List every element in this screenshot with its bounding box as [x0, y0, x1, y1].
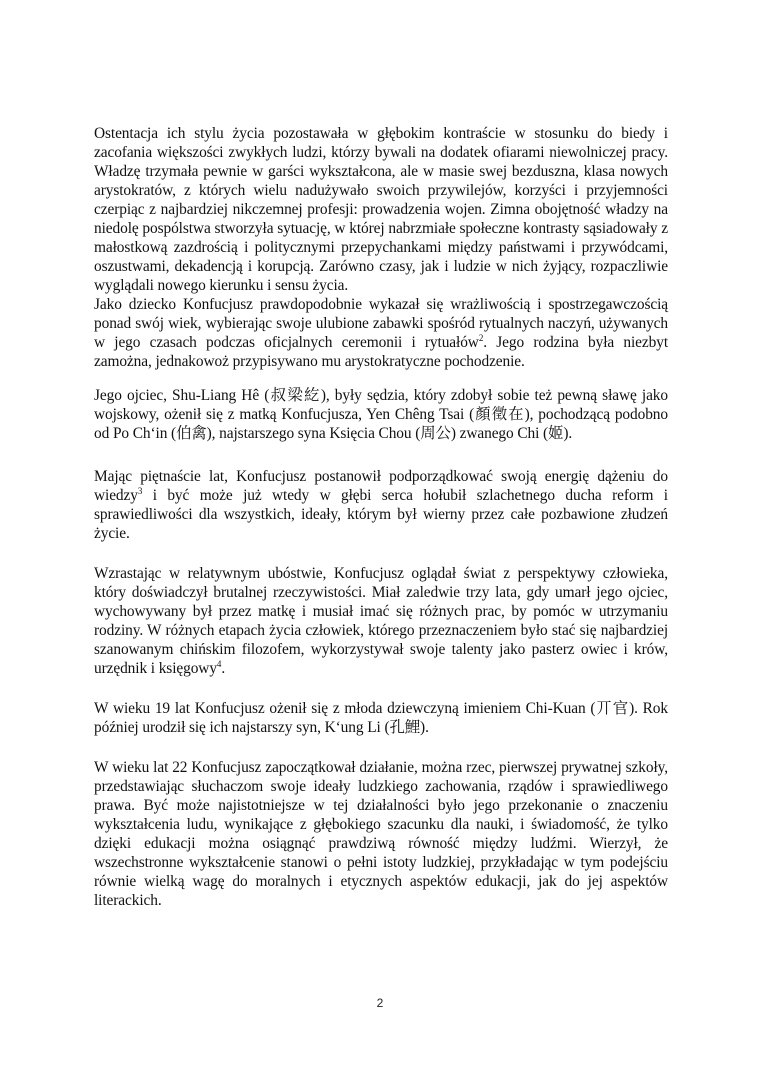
paragraph-childhood-text-after: . Jego rodzina była niezbyt zamożna, jednakowoż przypisywano mu arystokratyczne pochodzenie.	[94, 334, 668, 370]
paragraph-age-fifteen	[94, 467, 668, 543]
paragraph-school: W wieku lat 22 Konfucjusz zapoczątkował działanie, można rzec, pierwszej prywatnej szkoły, przedstawiając słuchaczom swoje ideały ludzkiego zachowania, rządów i sprawiedliwego prawa. Być może najistotniejsze w tej działalności było jego przekonanie o znaczeniu wykształcenia ludu, wynikające z głębokiego szacunku dla nauki, i świadomość, że tylko dzięki edukacji można osiągnąć prawdziwą równość między ludźmi. Wierzył, że wszechstronne wykształcenie stanowi o pełni istoty ludzkiej, przykładając w tym podejściu równie wielką wagę do moralnych i etycznych aspektów edukacji, jak do jej aspektów literackich.	[94, 759, 668, 909]
paragraph-father: Jego ojciec, Shu-Liang Hê (叔梁紇), były sędzia, który zdobył sobie też pewną sławę jako wojskowy, ożenił się z matką Konfucjusza, Yen Chêng Tsai (顏徵在), pochodzącą podobno od Po Ch‘in (伯禽), najstarszego syna Księcia Chou (周公) zwanego Chi (姬).	[94, 387, 668, 442]
paragraph-poverty-text-after: .	[221, 660, 226, 677]
paragraph-age-fifteen-text-after: i być może już wtedy w głębi serca hołubił szlachetnego ducha reform i sprawiedliwości dla wszystkich, ideały, którym był wierny przez całe pozbawione złudzeń życie.	[94, 487, 668, 542]
paragraph-poverty	[94, 564, 668, 678]
paragraph-age-fifteen-text: Mając piętnaście lat, Konfucjusz postanowił podporządkować swoją energię dążeniu do wiedzy	[94, 468, 668, 504]
paragraph-childhood-text: Jako dziecko Konfucjusz prawdopodobnie wykazał się wrażliwością i spostrzegawczością ponad swój wiek, wybierając swoje ulubione zabawki spośród rytualnych naczyń, używanych w jego czasach podczas oficjalnych ceremonii i rytuałów	[94, 296, 668, 351]
page-number: 2	[376, 996, 384, 1010]
body-text	[94, 124, 668, 910]
footnote-ref-4[interactable]: 4	[216, 658, 222, 669]
footnote-ref-2[interactable]: 2	[478, 332, 484, 343]
paragraph-lifestyle-contrast: Ostentacja ich stylu życia pozostawała w głębokim kontraście w stosunku do biedy i zacofania większości zwykłych ludzi, którzy bywali na dodatek ofiarami niewolniczej pracy. Władzę trzymała pewnie w garści wykształcona, ale w masie swej bezduszna, klasa nowych arystokratów, z których wielu nadużywało swoich przywilejów, korzyści i przyjemności czerpiąc z najbardziej nikczemnej profesji: prowadzenia wojen. Zimna obojętność władzy na niedolę pospólstwa stworzyła sytuację, w której nabrzmiałe społeczne kontrasty sąsiadowały z małostkową zazdrością i politycznymi przepychankami między państwami i przywódcami, oszustwami, dekadencją i korupcją. Zarówno czasy, jak i ludzie w nich żyjący, rozpaczliwie wyglądali nowego kierunku i sensu życia.	[94, 125, 668, 294]
paragraph-childhood	[94, 295, 668, 371]
paragraph-marriage: W wieku 19 lat Konfucjusz ożenił się z młoda dziewczyną imieniem Chi-Kuan (丌官). Rok później urodził się ich najstarszy syn, K‘ung Li (孔鯉).	[94, 700, 668, 736]
paragraph-poverty-text: Wzrastając w relatywnym ubóstwie, Konfucjusz oglądał świat z perspektywy człowieka, który doświadczył brutalnej rzeczywistości. Miał zaledwie trzy lata, gdy umarł jego ojciec, wychowywany był przez matkę i musiał imać się różnych prac, by pomóc w utrzymaniu rodziny. W różnych etapach życia człowiek, którego przeznaczeniem było stać się najbardziej szanowanym chińskim filozofem, wykorzystywał swoje talenty jako pasterz owiec i krów, urzędnik i księgowy	[94, 565, 668, 677]
footnote-ref-3[interactable]: 3	[137, 485, 143, 496]
